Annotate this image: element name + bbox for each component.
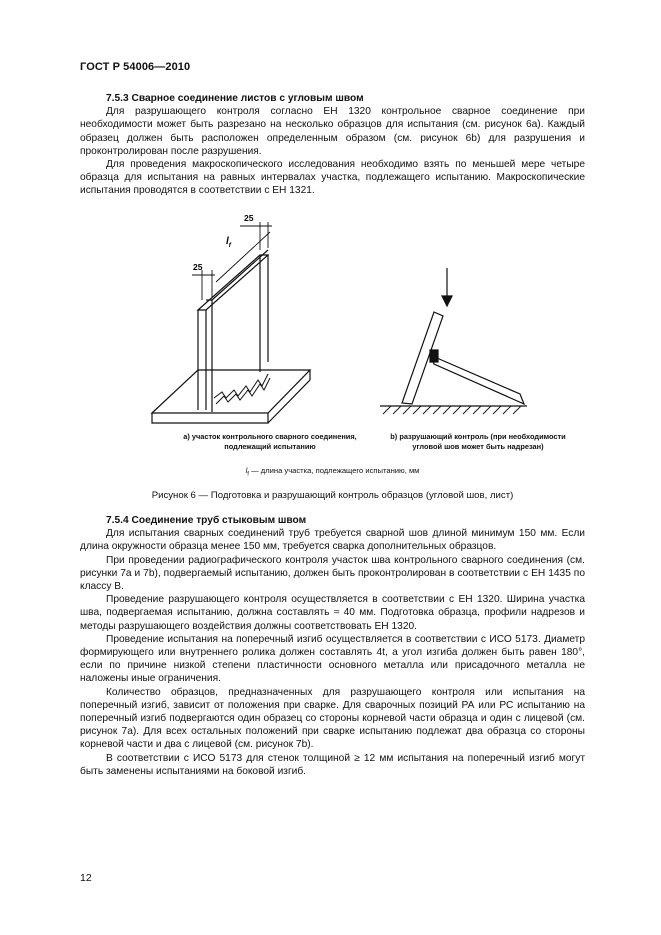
figure-6b-caption: b) разрушающий контроль (при необходимости угловой шов может быть надрезан) — [390, 432, 566, 451]
figure-6a-caption: а) участок контрольного сварного соединения, подлежащий испытанию — [183, 432, 357, 451]
dimension-label: 25 — [244, 213, 254, 223]
length-label: $l_f$ — [226, 236, 231, 249]
document-header: ГОСТ Р 54006—2010 — [80, 61, 191, 73]
section-title: 7.5.4 Соединение труб стыковым швом — [106, 515, 307, 526]
paragraph: Для испытания сварных соединений труб требуется сварной шов длиной минимум 150 мм. Если длина окружности образца менее 150 мм, требуется сварка дополнительных образцов. — [80, 528, 585, 553]
dimension-label: 25 — [193, 262, 203, 272]
paragraph: Проведение испытания на поперечный изгиб осуществляется в соответствии с ИСО 5173. Диаметр формирующего или внутреннего ролика должен составлять 4t, а угол изгиба должен быть равен 180°, если по причине низкой степени пластичности основного металла или присадочного металла не наложены иные ограничения. — [80, 633, 585, 685]
section-7-5-4 — [80, 514, 585, 778]
figure-caption: Рисунок 6 — Подготовка и разрушающий контроль образцов (угловой шов, лист) — [151, 490, 514, 501]
paragraph: В соответствии с ИСО 5173 для стенок толщиной ≥ 12 мм испытания на поперечный изгиб могут быть заменены испытаниями на боковой изгиб. — [80, 752, 585, 777]
paragraph: При проведении радиографического контроля участок шва контрольного сварного соединения (см. рисунки 7а и 7b), подвергаемый испытанию, должен быть проконтролирован в соответствии с ЕН 1435 по классу В. — [80, 554, 585, 593]
paragraph: Для проведения макроскопического исследования необходимо взять по меньшей мере четыре образца для испытания на равных интервалах участка, подлежащего испытанию. Макроскопические испытания проводятся в соответствии с ЕН 1321. — [80, 159, 585, 197]
paragraph: Количество образцов, предназначенных для разрушающего контроля или испытания на поперечный изгиб, зависит от положения при сварке. Для сварочных позиций РА или РС испытанию на поперечный изгиб подвергаются один образец со стороны корневой части образца и один с лицевой (см. рисунок 7а). Для всех остальных положений при сварке испытанию подлежат два образца со стороны корневой части и два с лицевой (см. рисунок 7b). — [80, 686, 585, 751]
paragraph: Проведение разрушающего контроля осуществляется в соответствии с ЕН 1320. Ширина участка шва, подвергаемая испытанию, должна составлять ≈ 40 мм. Подготовка образца, профили надрезов и методы разрушающего воздействия должны соответствовать ЕН 1320. — [80, 594, 585, 632]
figure-legend: $l_f$ — длина участка, подлежащего испытанию, мм — [245, 466, 420, 478]
paragraph: Для разрушающего контроля согласно ЕН 1320 контрольное сварное соединение при необходимости может быть разрезано на несколько образцов для испытания (см. рисунок 6а). Каждый образец должен быть расположен определенным образом (см. рисунок 6b) для разрушения и проконтролирован после разрушения. — [80, 106, 585, 157]
page-number: 12 — [80, 872, 92, 884]
section-title: 7.5.3 Сварное соединение листов с угловым швом — [106, 93, 364, 104]
